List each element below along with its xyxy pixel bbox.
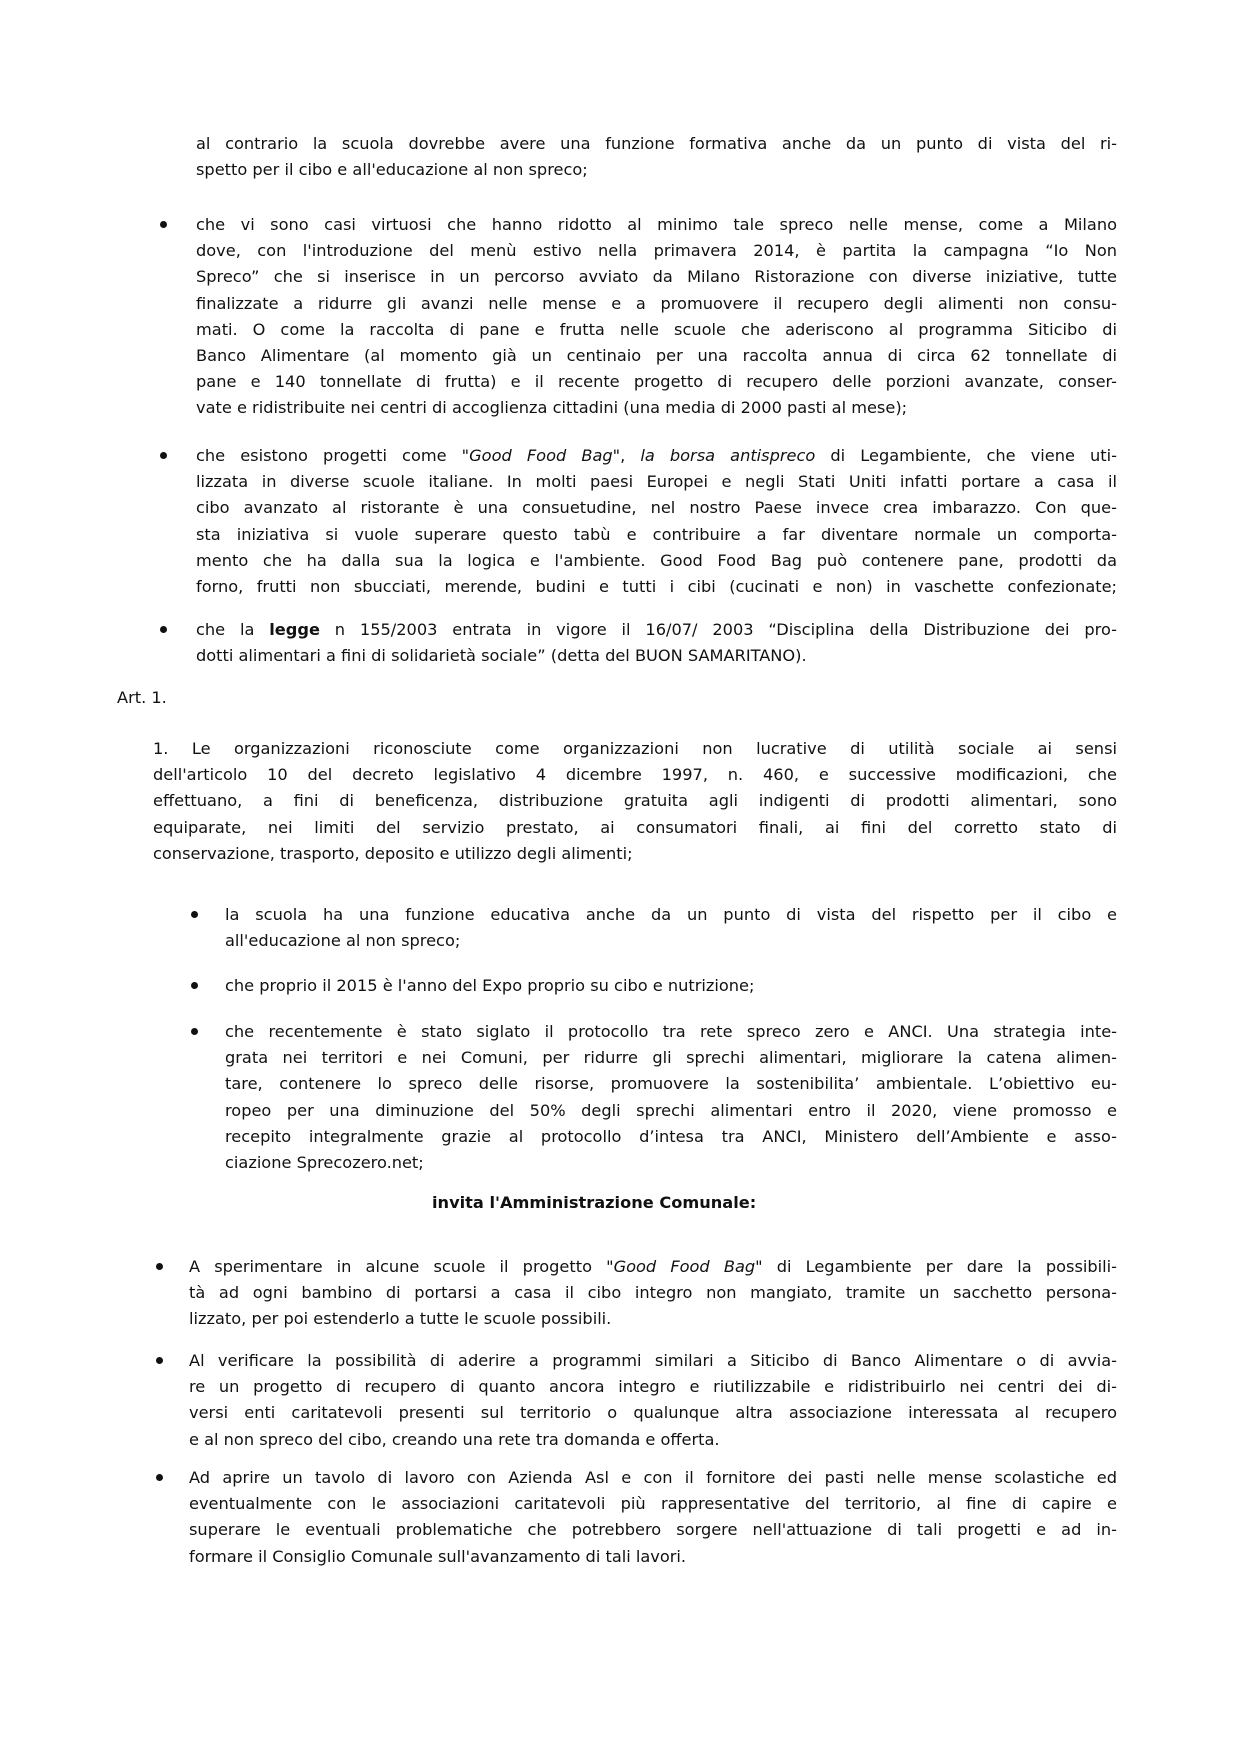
text-line: Al verificare la possibilità di aderire a programmi similari a Siticibo di Banco Alimentare o di avvia-: [189, 1351, 1117, 1370]
text-line: dotti alimentari a fini di solidarietà sociale” (detta del BUON SAMARITANO).: [196, 646, 807, 666]
text-line: forno, frutti non sbucciati, merende, budini e tutti i cibi (cucinati e non) in vaschette confezionate;: [196, 576, 1117, 596]
consideration-item: [225, 1019, 1117, 1176]
text-line: al contrario la scuola dovrebbe avere una funzione formativa anche da un punto di vista del ri-: [196, 134, 1117, 153]
text-line: ropeo per una diminuzione del 50% degli sprechi alimentari entro il 2020, viene promosso e: [225, 1100, 1117, 1120]
text-line: dove, con l'introduzione del menù estivo nella primavera 2014, è partita la campagna “Io Non: [196, 241, 1117, 261]
text-line: la scuola ha una funzione educativa anche da un punto di vista del rispetto per il cibo e: [225, 905, 1117, 924]
text-line: pane e 140 tonnellate di frutta) e il recente progetto di recupero delle porzioni avanzate, conser-: [196, 372, 1117, 392]
text-line: Spreco” che si inserisce in un percorso avviato da Milano Ristorazione con diverse iniziative, tutte: [196, 267, 1117, 287]
consideration-item: [225, 973, 1117, 999]
text-line: che recentemente è stato siglato il protocollo tra rete spreco zero e ANCI. Una strategia inte-: [225, 1022, 1117, 1041]
italic-term: la borsa antispreco: [640, 446, 816, 465]
premise-item: [196, 617, 1117, 669]
invite-heading: invita l'Amministrazione Comunale:: [432, 1193, 757, 1212]
text-line: lizzato, per poi estenderlo a tutte le scuole possibili.: [189, 1309, 612, 1329]
bullet-icon: [156, 1474, 163, 1481]
bullet-icon: [156, 1357, 163, 1364]
bullet-icon: [160, 221, 167, 228]
text-line: tà ad ogni bambino di portarsi a casa il cibo integro non mangiato, tramite un sacchetto persona-: [189, 1283, 1117, 1303]
text-line: che esistono progetti come "Good Food Bag", la borsa antispreco di Legambiente, che viene uti-: [196, 446, 1117, 465]
text-line: spetto per il cibo e all'educazione al non spreco;: [196, 160, 588, 180]
premise-item: [196, 443, 1117, 600]
text-line: formare il Consiglio Comunale sull'avanzamento di tali lavori.: [189, 1546, 687, 1566]
text-line: 1. Le organizzazioni riconosciute come organizzazioni non lucrative di utilità sociale ai sensi: [153, 739, 1117, 758]
text-line: eventualmente con le associazioni caritatevoli più rappresentative del territorio, al fine di capire e: [189, 1494, 1117, 1514]
consideration-item: [225, 902, 1117, 954]
text-line: tare, contenere lo spreco delle risorse, promuovere la sostenibilita’ ambientale. L’obiettivo eu-: [225, 1074, 1117, 1094]
text-line: recepito integralmente grazie al protocollo d’intesa tra ANCI, Ministero dell’Ambiente e asso-: [225, 1126, 1117, 1146]
text-line: superare le eventuali problematiche che potrebbero sorgere nell'attuazione di tali progetti e ad in-: [189, 1520, 1117, 1540]
text-line: sta iniziativa si vuole superare questo tabù e contribuire a far diventare normale un comporta-: [196, 524, 1117, 544]
text-line: grata nei territori e nei Comuni, per ridurre gli sprechi alimentari, migliorare la catena alimen-: [225, 1048, 1117, 1068]
text-line: vate e ridistribuite nei centri di accoglienza cittadini (una media di 2000 pasti al mese);: [196, 398, 908, 418]
request-item: [189, 1254, 1117, 1333]
text-line: all'educazione al non spreco;: [225, 931, 461, 951]
text-line: A sperimentare in alcune scuole il progetto "Good Food Bag" di Legambiente per dare la possibili-: [189, 1257, 1117, 1276]
text-line: lizzata in diverse scuole italiane. In molti paesi Europei e negli Stati Uniti infatti portare a casa il: [196, 472, 1117, 492]
text-line: e al non spreco del cibo, creando una rete tra domanda e offerta.: [189, 1429, 720, 1449]
bullet-icon: [160, 626, 167, 633]
bullet-icon: [191, 1028, 198, 1035]
bullet-icon: [160, 452, 167, 459]
text-line: Banco Alimentare (al momento già un centinaio per una raccolta annua di circa 62 tonnellate di: [196, 345, 1117, 365]
text-line: ciazione Sprecozero.net;: [225, 1152, 424, 1172]
text-line: che la legge n 155/2003 entrata in vigore il 16/07/ 2003 “Disciplina della Distribuzione dei pro-: [196, 620, 1117, 639]
article-label: Art. 1.: [117, 688, 167, 707]
request-item: [189, 1465, 1117, 1570]
text-line: che vi sono casi virtuosi che hanno ridotto al minimo tale spreco nelle mense, come a Milano: [196, 215, 1117, 234]
text-line: Ad aprire un tavolo di lavoro con Azienda Asl e con il fornitore dei pasti nelle mense scolastiche ed: [189, 1468, 1117, 1487]
intro-continuation: [196, 131, 1117, 183]
premise-item: [196, 212, 1117, 422]
bullet-icon: [191, 982, 198, 989]
italic-term: Good Food Bag: [469, 446, 613, 465]
bold-term: legge: [269, 620, 320, 639]
bullet-icon: [156, 1263, 163, 1270]
italic-term: Good Food Bag: [613, 1257, 756, 1276]
text-line: equiparate, nei limiti del servizio prestato, ai consumatori finali, ai fini del corretto stato di: [153, 817, 1117, 837]
request-item: [189, 1348, 1117, 1453]
text-line: effettuano, a fini di beneficenza, distribuzione gratuita agli indigenti di prodotti alimentari, sono: [153, 791, 1117, 811]
text-line: re un progetto di recupero di quanto ancora integro e riutilizzabile e ridistribuirlo nei centri dei di-: [189, 1377, 1117, 1397]
text-line: mento che ha dalla sua la logica e l'ambiente. Good Food Bag può contenere pane, prodotti da: [196, 550, 1117, 570]
text-line: versi enti caritatevoli presenti sul territorio o qualunque altra associazione interessata al recupero: [189, 1403, 1117, 1423]
text-line: conservazione, trasporto, deposito e utilizzo degli alimenti;: [153, 843, 633, 863]
text-line: cibo avanzato al ristorante è una consuetudine, nel nostro Paese invece crea imbarazzo. Con que-: [196, 498, 1117, 518]
article-text: [153, 736, 1117, 867]
text-line: che proprio il 2015 è l'anno del Expo proprio su cibo e nutrizione;: [225, 976, 755, 995]
text-line: mati. O come la raccolta di pane e frutta nelle scuole che aderiscono al programma Siticibo di: [196, 319, 1117, 339]
text-line: dell'articolo 10 del decreto legislativo 4 dicembre 1997, n. 460, e successive modificazioni, che: [153, 765, 1117, 785]
text-line: finalizzate a ridurre gli avanzi nelle mense e a promuovere il recupero degli alimenti non consu-: [196, 293, 1117, 313]
bullet-icon: [191, 911, 198, 918]
